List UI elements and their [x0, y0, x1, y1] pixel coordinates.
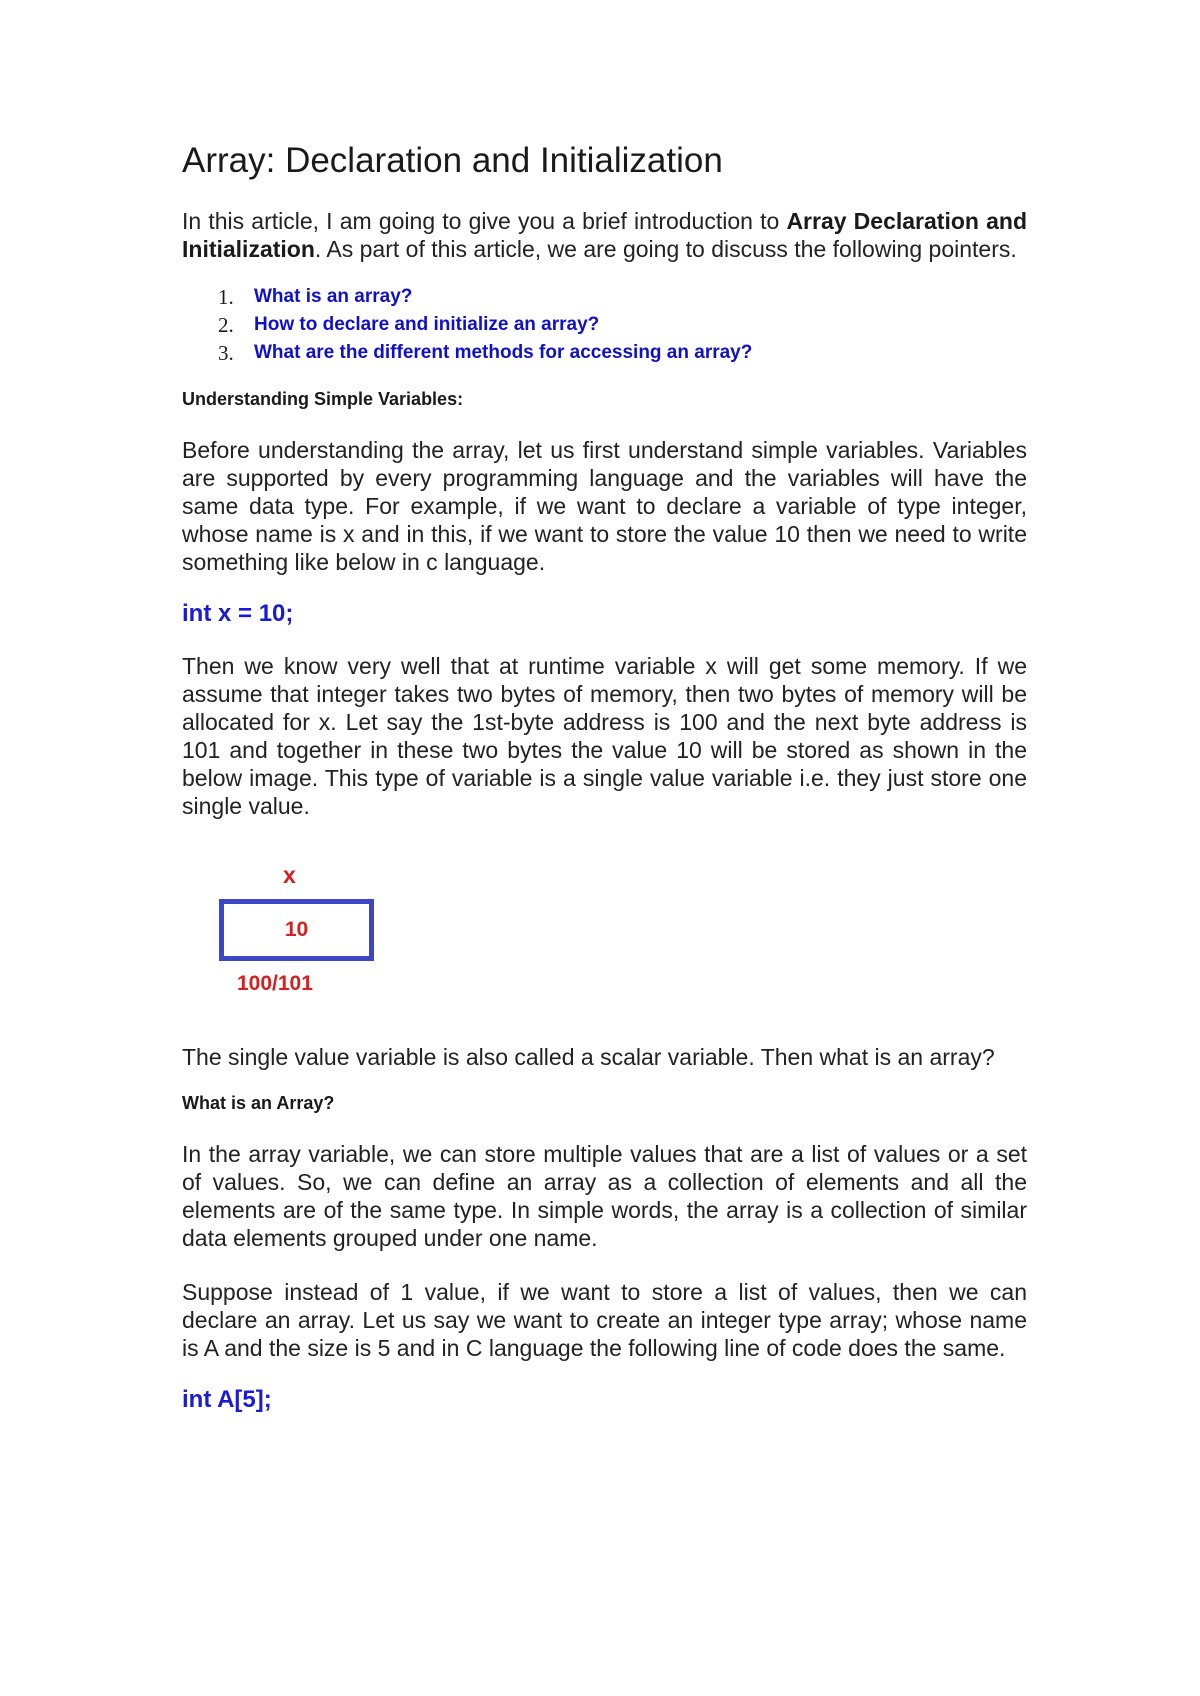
document-page [182, 140, 1027, 1414]
pointer-number: 2. [218, 313, 234, 337]
pointer-link-what-is-array[interactable]: What is an array? [254, 286, 413, 307]
diagram-memory-box [219, 899, 374, 961]
section-heading-simple-variables: Understanding Simple Variables: [182, 389, 464, 409]
pointer-link-accessing-methods[interactable]: What are the different methods for accessing an array? [254, 342, 753, 363]
intro-text-after: . As part of this article, we are going to discuss the following pointers. [314, 236, 1017, 262]
array-declaration-paragraph: Suppose instead of 1 value, if we want to store a list of values, then we can declare an array. Let us say we want to create an integer type array; whose name is A and the size is 5 and in C language the following line of code does the same. [182, 1279, 1027, 1361]
code-int-a: int A[5]; [182, 1386, 272, 1413]
pointer-link-declare-initialize[interactable]: How to declare and initialize an array? [254, 314, 600, 335]
pointers-list [182, 283, 1027, 367]
array-definition-paragraph: In the array variable, we can store multiple values that are a list of values or a set of values. So, we can define an array as a collection of elements and all the elements are of the same type. In simple words, the array is a collection of similar data elements grouped under one name. [182, 1141, 1027, 1251]
pointer-item [218, 339, 1027, 367]
pointer-number: 1. [218, 285, 234, 309]
pointer-number: 3. [218, 341, 234, 365]
scalar-variable-diagram [219, 862, 389, 1012]
diagram-value: 10 [284, 918, 309, 941]
diagram-address: 100/101 [237, 972, 313, 995]
code-int-x: int x = 10; [182, 600, 294, 627]
section-heading-what-is-array: What is an Array? [182, 1093, 335, 1113]
pointer-item [218, 283, 1027, 311]
scalar-paragraph: The single value variable is also called a scalar variable. Then what is an array? [182, 1044, 995, 1070]
intro-bold-topic: Array Declaration and Initialization [182, 208, 1027, 262]
intro-paragraph [182, 207, 1027, 263]
intro-text-before: In this article, I am going to give you a brief introduction to [182, 208, 787, 234]
pointer-item [218, 311, 1027, 339]
diagram-variable-name: x [283, 862, 296, 888]
simple-variables-paragraph: Before understanding the array, let us first understand simple variables. Variables are supported by every programming language and the variables will have the same data type. For example, if we want to declare a variable of type integer, whose name is x and in this, if we want to store the value 10 then we need to write something like below in c language. [182, 437, 1027, 575]
article-title: Array: Declaration and Initialization [182, 141, 723, 180]
memory-paragraph: Then we know very well that at runtime variable x will get some memory. If we assume that integer takes two bytes of memory, then two bytes of memory will be allocated for x. Let say the 1st-byte address is 100 and the next byte address is 101 and together in these two bytes the value 10 will be stored as shown in the below image. This type of variable is a single value variable i.e. they just store one single value. [182, 653, 1027, 819]
